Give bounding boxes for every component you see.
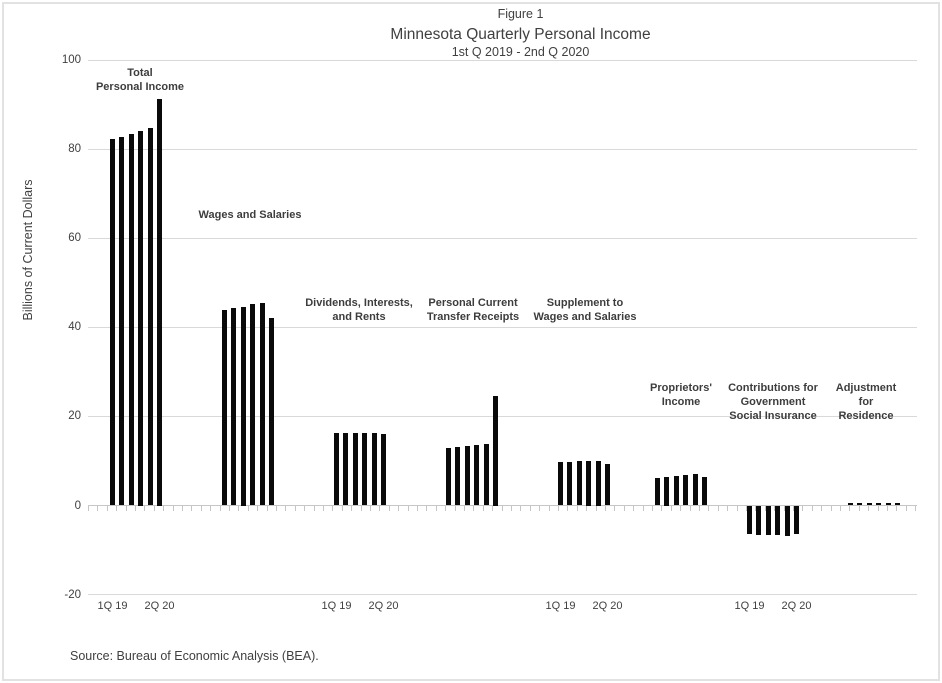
x-axis-tick (520, 506, 521, 511)
y-axis-title: Billions of Current Dollars (21, 179, 35, 321)
x-axis-tick (737, 506, 738, 511)
gridline-100 (88, 60, 917, 61)
x-axis-tick (201, 506, 202, 511)
bar (664, 477, 669, 506)
x-axis-tick (248, 506, 249, 511)
gridline--20 (88, 594, 917, 595)
group-label-line: Transfer Receipts (426, 311, 520, 323)
bar (362, 433, 367, 506)
bar (756, 506, 761, 535)
x-axis-tick (351, 506, 352, 511)
x-axis-tick (276, 506, 277, 511)
bar (241, 307, 246, 506)
x-axis-tick (238, 506, 239, 511)
x-axis-tick (652, 506, 653, 511)
bar (260, 303, 265, 505)
source-note: Source: Bureau of Economic Analysis (BEA). (70, 649, 319, 663)
y-tick-label: 20 (68, 410, 81, 423)
bar (655, 478, 660, 505)
bar (702, 477, 707, 505)
x-axis-tick (126, 506, 127, 511)
x-axis-tick (455, 506, 456, 511)
group-label (485, 296, 685, 324)
bar (148, 128, 153, 506)
x-axis-tick (690, 506, 691, 511)
x-axis-tick (107, 506, 108, 511)
x-axis-tick (173, 506, 174, 511)
group-label-line: Dividends, Interests, (305, 297, 413, 309)
group-label-line: Residence (838, 410, 894, 422)
bar (129, 134, 134, 506)
bar (693, 474, 698, 505)
bar (785, 506, 790, 536)
x-axis-tick (304, 506, 305, 511)
x-axis-tick (802, 506, 803, 511)
x-axis-tick (586, 506, 587, 511)
y-tick-label: 80 (68, 143, 81, 156)
x-axis-tick (163, 506, 164, 511)
x-axis-tick (821, 506, 822, 511)
x-axis-tick (220, 506, 221, 511)
bar (455, 447, 460, 505)
x-axis-tick (182, 506, 183, 511)
x-axis-tick (154, 506, 155, 511)
bar (493, 396, 498, 506)
x-axis-tick (417, 506, 418, 511)
bar (867, 503, 872, 505)
x-axis-tick (680, 506, 681, 511)
x-axis-label: 1Q 19 (545, 600, 576, 612)
bar (558, 462, 563, 505)
bar (596, 461, 601, 506)
x-axis-label: 2Q 20 (781, 600, 812, 612)
bar (343, 433, 348, 505)
group-label-line: Total (127, 67, 153, 79)
x-axis-tick (549, 506, 550, 511)
bar (334, 433, 339, 505)
x-axis-tick (727, 506, 728, 511)
x-axis-tick (859, 506, 860, 511)
bar (605, 464, 610, 505)
x-axis-tick (896, 506, 897, 511)
bar (886, 503, 891, 505)
x-axis-tick (295, 506, 296, 511)
x-axis-tick (323, 506, 324, 511)
bar (747, 506, 752, 534)
x-axis-label: 2Q 20 (368, 600, 399, 612)
x-axis-tick (370, 506, 371, 511)
group-label-line: for (858, 396, 874, 408)
bar (848, 503, 853, 505)
x-axis-label: 1Q 19 (734, 600, 765, 612)
group-label-line: Proprietors' (650, 382, 712, 394)
x-axis-tick (426, 506, 427, 511)
group-label (40, 66, 240, 94)
x-axis-tick (342, 506, 343, 511)
group-label-line: Government (740, 396, 806, 408)
x-axis-label: 1Q 19 (97, 600, 128, 612)
group-label-line: Income (661, 396, 701, 408)
bar (110, 139, 115, 506)
bar (567, 462, 572, 506)
bar (269, 318, 274, 506)
group-label-line: Supplement to (546, 297, 624, 309)
x-axis-tick (379, 506, 380, 511)
gridline-80 (88, 149, 917, 150)
x-axis-tick (596, 506, 597, 511)
bar (895, 503, 900, 505)
bar (446, 448, 451, 506)
group-label-line: Contributions for (728, 382, 818, 394)
x-axis-tick (906, 506, 907, 511)
bar (231, 308, 236, 505)
x-axis-tick (361, 506, 362, 511)
bar (222, 310, 227, 506)
y-tick-label: -20 (64, 588, 81, 601)
x-axis-tick (643, 506, 644, 511)
x-axis-tick (408, 506, 409, 511)
x-axis-tick (445, 506, 446, 511)
bar (474, 445, 479, 505)
x-axis-tick (831, 506, 832, 511)
x-axis-tick (314, 506, 315, 511)
x-axis-label: 1Q 19 (321, 600, 352, 612)
x-axis-tick (267, 506, 268, 511)
x-axis-tick (624, 506, 625, 511)
x-axis-tick (661, 506, 662, 511)
x-axis-tick (389, 506, 390, 511)
x-axis-tick (210, 506, 211, 511)
x-axis-tick (718, 506, 719, 511)
x-axis-tick (699, 506, 700, 511)
chart-title: Minnesota Quarterly Personal Income (390, 25, 651, 43)
x-axis-tick (633, 506, 634, 511)
x-axis-tick (436, 506, 437, 511)
x-axis-tick (135, 506, 136, 511)
bar (465, 446, 470, 505)
group-label-line: Adjustment (835, 382, 897, 394)
x-axis-tick (285, 506, 286, 511)
x-axis-label: 2Q 20 (592, 600, 623, 612)
bar (766, 506, 771, 535)
bar (157, 99, 162, 506)
group-label-line: Personal Income (95, 81, 185, 93)
x-axis-tick (614, 506, 615, 511)
bar (876, 503, 881, 505)
x-axis-tick (116, 506, 117, 511)
x-axis-tick (144, 506, 145, 511)
figure-label: Figure 1 (497, 7, 544, 21)
group-label-line: and Rents (332, 311, 386, 323)
bar (775, 506, 780, 535)
group-label-line: Personal Current (428, 297, 518, 309)
x-axis-tick (332, 506, 333, 511)
x-axis-label: 2Q 20 (144, 600, 175, 612)
x-axis-tick (671, 506, 672, 511)
group-label (766, 381, 942, 423)
x-axis-tick (915, 506, 916, 511)
y-tick-label: 60 (68, 232, 81, 245)
x-axis-tick (708, 506, 709, 511)
x-axis-tick (539, 506, 540, 511)
group-label (150, 208, 350, 222)
gridline-60 (88, 238, 917, 239)
x-axis-tick (398, 506, 399, 511)
x-axis-tick (887, 506, 888, 511)
y-tick-label: 0 (74, 499, 81, 512)
x-axis-tick (191, 506, 192, 511)
x-axis-tick (868, 506, 869, 511)
bar (372, 433, 377, 506)
y-tick-label: 40 (68, 321, 81, 334)
x-axis-tick (558, 506, 559, 511)
x-axis-tick (878, 506, 879, 511)
group-label-line: Wages and Salaries (198, 209, 302, 221)
x-axis-tick (257, 506, 258, 511)
bar (250, 304, 255, 505)
x-axis-tick (511, 506, 512, 511)
bar (586, 461, 591, 506)
x-axis-tick (849, 506, 850, 511)
x-axis-tick (483, 506, 484, 511)
bar (138, 131, 143, 506)
x-axis-tick (88, 506, 89, 511)
x-axis-tick (502, 506, 503, 511)
bar (857, 503, 862, 505)
bar (577, 461, 582, 505)
gridline-40 (88, 327, 917, 328)
x-axis-tick (530, 506, 531, 511)
x-axis-tick (567, 506, 568, 511)
x-axis-tick (577, 506, 578, 511)
bar (381, 434, 386, 506)
y-tick-label: 100 (61, 54, 81, 67)
x-axis-tick (492, 506, 493, 511)
x-axis-tick (840, 506, 841, 511)
group-label-line: Social Insurance (729, 410, 817, 422)
chart-subtitle: 1st Q 2019 - 2nd Q 2020 (451, 45, 590, 59)
bar (119, 137, 124, 505)
bar (353, 433, 358, 506)
bar (674, 476, 679, 505)
x-axis-tick (605, 506, 606, 511)
bar (794, 506, 799, 534)
x-axis-tick (473, 506, 474, 511)
bar (484, 444, 489, 506)
group-label-line: Wages and Salaries (533, 311, 637, 323)
x-axis-tick (812, 506, 813, 511)
x-axis-tick (97, 506, 98, 511)
bar (683, 475, 688, 505)
x-axis-tick (464, 506, 465, 511)
x-axis-tick (229, 506, 230, 511)
